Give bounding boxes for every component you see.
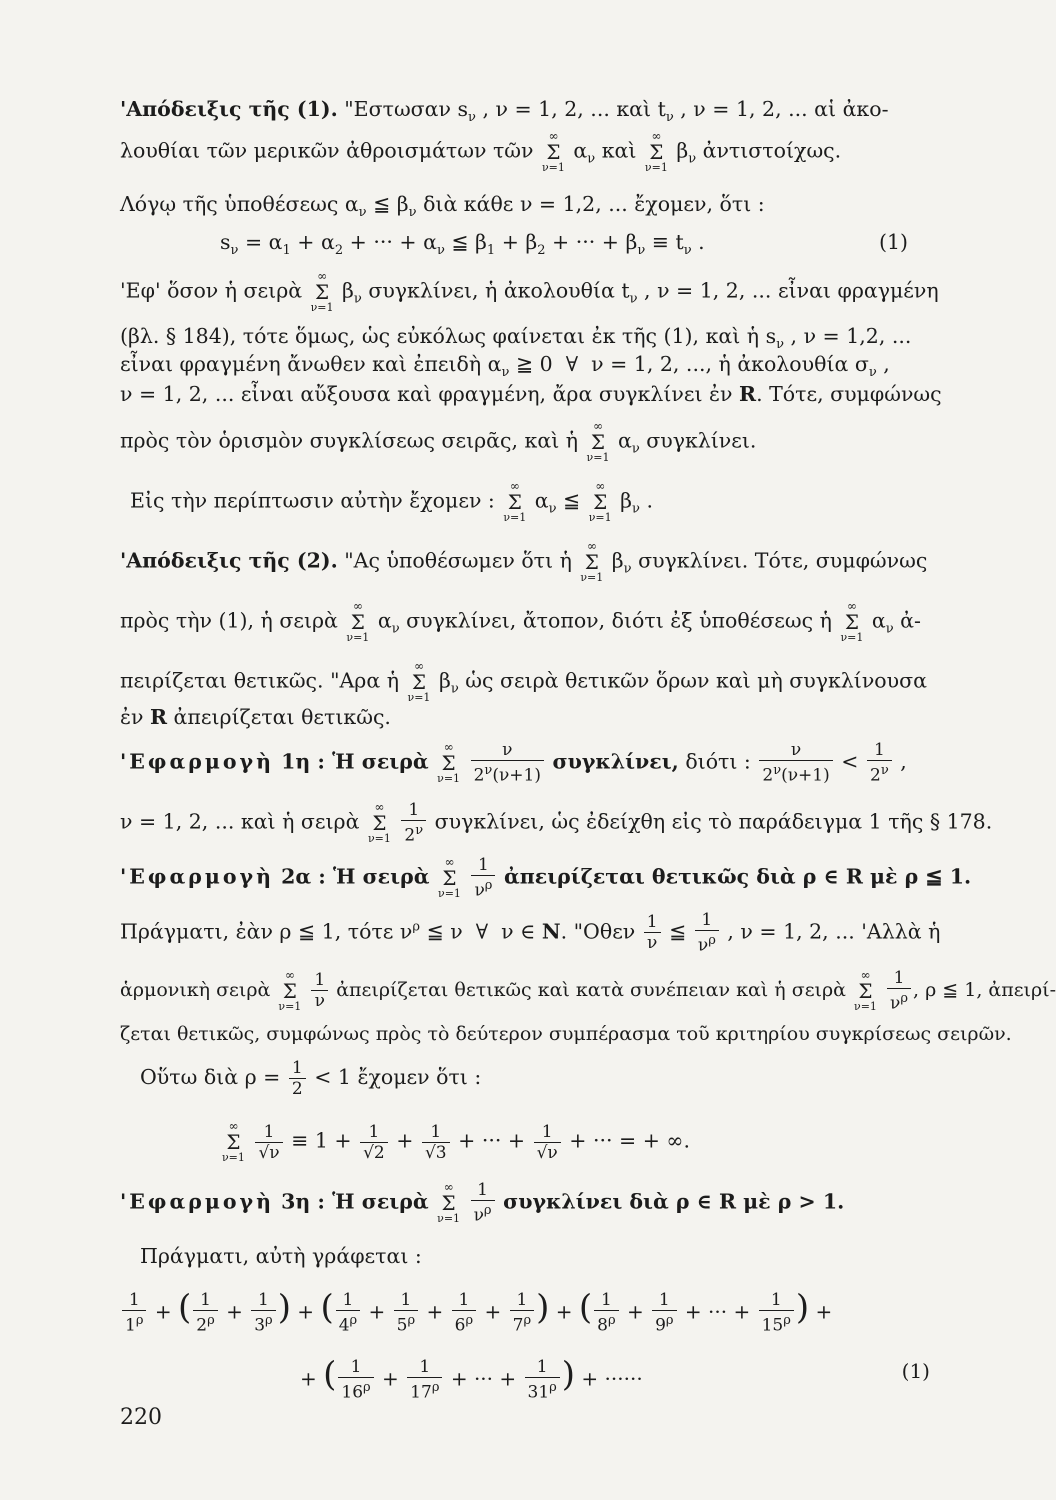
sum-symbol: ∞ Σ ν=1	[580, 539, 604, 584]
application-1: 'Εφαρμογὴ 1η : Ἡ σειρὰ ∞ Σ ν=1 $\frac{\nu}{2^\nu(\nu+1)}$ συγκλίνει, διότι : $\frac{\nu}{2^\nu(\nu+1)}$ < $\frac{1}{2^\nu}$ ,	[120, 739, 907, 786]
application-3: 'Εφαρμογὴ 3η : Ἡ σειρὰ ∞ Σ ν=1 $\frac{1}{\nu^\rho}$ συγκλίνει διὰ ρ ∈ R μὲ ρ > 1.	[120, 1179, 845, 1226]
equation-grouped-2: + ( $\frac{1}{16^\rho}$ + $\frac{1}{17^\rho}$ + ··· + $\frac{1}{31^\rho}$ ) + ······ (1)	[300, 1354, 930, 1403]
fraction: $\frac{1}{2^\nu}$	[867, 740, 892, 786]
sum-symbol: ∞ Σ ν=1	[367, 799, 391, 845]
fraction: $\frac{\nu}{2^\nu(\nu+1)}$	[759, 740, 832, 786]
fraction: $\frac{\nu}{2^\nu(\nu+1)}$	[471, 740, 544, 786]
text-line-5: 'Εφ' ὅσον ἡ σειρὰ ∞ Σ ν=1 $\beta_\nu$ συγκλίνει, ἡ ἀκολουθία $t_\nu$ , ν = 1, 2, ... εἶναι φραγμένη	[120, 269, 939, 314]
sum-symbol: ∞ Σ ν=1	[840, 599, 864, 644]
fraction: $\frac{1}{\nu^\rho}$	[471, 855, 495, 901]
text-line-11: 'Απόδειξις τῆς (2). "Ας ὑποθέσωμεν ὅτι ἡ ∞ Σ ν=1 $\beta_\nu$ συγκλίνει. Τότε, συμφώνως	[120, 539, 928, 584]
text-line-18: Πράγματι, ἐὰν ρ ≦ 1, τότε $\nu^\rho$ ≦ ν ∀ ν ∈ N. "Οθεν $\frac{1}{\nu}$ ≦ $\frac{1}{\nu^\rho}$ , ν = 1, 2, ... 'Αλλὰ ἡ	[120, 910, 941, 956]
text-line-9: πρὸς τὸν ὁρισμὸν συγκλίσεως σειρᾶς, καὶ ἡ ∞ Σ ν=1 $\alpha_\nu$ συγκλίνει.	[120, 419, 757, 464]
text-line-2: λουθίαι τῶν μερικῶν ἀθροισμάτων τῶν ∞ Σ ν=1 $\alpha_\nu$ καὶ ∞ Σ ν=1 $\beta_\nu$ ἀντιστοίχως.	[120, 129, 842, 174]
fraction: $\frac{1}{√3}$	[422, 1122, 450, 1163]
sum-symbol: ∞ Σ ν=1	[438, 854, 461, 900]
sum-symbol: ∞ Σ ν=1	[437, 1179, 461, 1225]
equation-sqrt-series: ∞ Σ ν=1 $\frac{1}{√\nu}$ ≡ 1 + $\frac{1}{√2}$ + $\frac{1}{√3}$ + ··· + $\frac{1}{√\nu}$ + ··· = + ∞.	[222, 1119, 691, 1164]
fraction: $\frac{1}{\nu^\rho}$	[887, 968, 911, 1014]
fraction: $\frac{1}{2}$	[289, 1058, 306, 1099]
sum-symbol: ∞ Σ ν=1	[310, 269, 334, 314]
page-number: 220	[120, 1405, 162, 1430]
sum-symbol: ∞ Σ ν=1	[586, 419, 610, 464]
text-line-12: πρὸς τὴν (1), ἡ σειρὰ ∞ Σ ν=1 $\alpha_\nu$ συγκλίνει, ἄτοπον, διότι ἐξ ὑποθέσεως ἡ ∞ Σ ν=1 $\alpha_\nu$ ἀ-	[120, 599, 921, 644]
text-line-19: ἁρμονικὴ σειρὰ ∞ Σ ν=1 $\frac{1}{\nu}$ ἀπειρίζεται θετικῶς καὶ κατὰ συνέπειαν καὶ ἡ σειρὰ ∞ Σ ν=1 $\frac{1}{\nu^\rho}$ , ρ ≦ 1, ἀπειρί-	[120, 967, 1056, 1014]
equation-number: (1)	[878, 230, 908, 254]
text-line-20: ζεται θετικῶς, συμφώνως πρὸς τὸ δεύτερον συμπέρασμα τοῦ κριτηρίου συγκρίσεως σειρῶν.	[120, 1023, 1012, 1045]
text-line-21: Οὕτω διὰ ρ = $\frac{1}{2}$ < 1 ἔχομεν ὅτι :	[140, 1058, 482, 1099]
fraction: $\frac{1}{2^\nu}$	[401, 800, 426, 846]
fraction: $\frac{1}{√\nu}$	[255, 1122, 282, 1163]
text-line-3: Λόγῳ τῆς ὑποθέσεως $\alpha_\nu$ ≦ $\beta_\nu$ διὰ κάθε ν = 1,2, ... ἔχομεν, ὅτι :	[120, 192, 765, 221]
text-line-7: εἶναι φραγμένη ἄνωθεν καὶ ἐπειδὴ $\alpha_\nu$ ≧ 0 ∀ ν = 1, 2, ..., ἡ ἀκολουθία $\sigma_\nu$ ,	[120, 352, 890, 381]
fraction: $\frac{1}{\nu}$	[311, 970, 328, 1011]
sum-symbol: ∞ Σ ν=1	[854, 967, 877, 1013]
text-line-6: (βλ. § 184), τότε ὅμως, ὡς εὐκόλως φαίνεται ἐκ τῆς (1), καὶ ἡ $s_\nu$ , ν = 1,2, ...	[120, 324, 912, 353]
fraction: $\frac{1}{\nu^\rho}$	[471, 1180, 495, 1226]
equation-1: $s_\nu = \alpha_1 + \alpha_2$ + ··· + $\alpha_\nu$ ≦ $\beta_1 + \beta_2$ + ··· + $\beta_\nu \equiv t_\nu$ . (1)	[220, 230, 908, 259]
fraction: $\frac{1}{√2}$	[360, 1122, 388, 1163]
text-line-16: ν = 1, 2, ... καὶ ἡ σειρὰ ∞ Σ ν=1 $\frac{1}{2^\nu}$ συγκλίνει, ὡς ἐδείχθη εἰς τὸ παράδειγμα 1 τῆς § 178.	[120, 799, 993, 846]
sum-symbol: ∞ Σ ν=1	[542, 129, 565, 174]
sum-symbol: ∞ Σ ν=1	[346, 599, 370, 644]
text-line-14: ἐν R ἀπειρίζεται θετικῶς.	[120, 705, 391, 729]
application-2: 'Εφαρμογὴ 2α : Ἡ σειρὰ ∞ Σ ν=1 $\frac{1}{\nu^\rho}$ ἀπειρίζεται θετικῶς διὰ ρ ∈ R μὲ ρ ≦ 1.	[120, 854, 972, 901]
sum-symbol: ∞ Σ ν=1	[588, 479, 612, 524]
equation-number: (1)	[901, 1359, 930, 1383]
sum-symbol: ∞ Σ ν=1	[644, 129, 668, 174]
sum-symbol: ∞ Σ ν=1	[222, 1119, 245, 1164]
text-line-24: Πράγματι, αὐτὴ γράφεται :	[140, 1244, 422, 1268]
fraction: $\frac{1}{√\nu}$	[534, 1122, 561, 1163]
text-line-1: 'Απόδειξις τῆς (1). "Εστωσαν $s_\nu$ , ν = 1, 2, ... καὶ $t_\nu$ , ν = 1, 2, ... αἱ ἀκο-	[120, 97, 889, 126]
text-line-8: ν = 1, 2, ... εἶναι αὔξουσα καὶ φραγμένη, ἄρα συγκλίνει ἐν R. Τότε, συμφώνως	[120, 382, 942, 406]
text-line-10: Εἰς τὴν περίπτωσιν αὐτὴν ἔχομεν : ∞ Σ ν=1 $\alpha_\nu$ ≦ ∞ Σ ν=1 $\beta_\nu$ .	[130, 479, 653, 524]
text-line-13: πειρίζεται θετικῶς. "Αρα ἡ ∞ Σ ν=1 $\beta_\nu$ ὡς σειρὰ θετικῶν ὅρων καὶ μὴ συγκλίνουσα	[120, 659, 927, 704]
sum-symbol: ∞ Σ ν=1	[278, 967, 302, 1013]
sum-symbol: ∞ Σ ν=1	[437, 739, 461, 785]
equation-grouped-1: $\frac{1}{1^\rho}$ + ( $\frac{1}{2^\rho}$ + $\frac{1}{3^\rho}$ ) + ( $\frac{1}{4^\rho}$ + $\frac{1}{5^\rho}$ + $\frac{1}{6^\rho}$ + $\frac{1}{7^\rho}$ ) + ( $\frac{1}{8^\rho}$ + $\frac{1}{9^\rho}$ + ··· + $\frac{1}{15^\rho}$ ) +	[120, 1290, 930, 1336]
sum-symbol: ∞ Σ ν=1	[407, 659, 431, 704]
fraction: $\frac{1}{\nu^\rho}$	[695, 910, 719, 956]
fraction: $\frac{1}{\nu}$	[644, 912, 661, 953]
sum-symbol: ∞ Σ ν=1	[503, 479, 527, 524]
